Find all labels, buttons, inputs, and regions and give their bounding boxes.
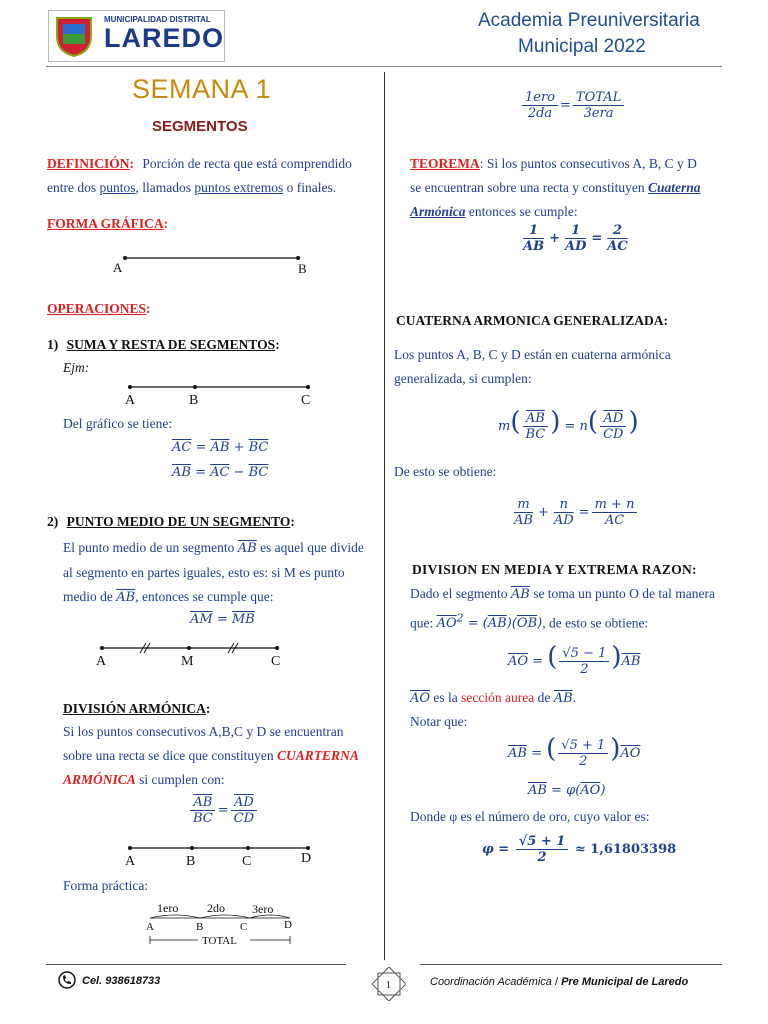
definition-label: DEFINICIÓN [47,156,130,171]
fp-total: TOTAL [202,935,237,947]
ratio-2da: 2da [527,106,553,121]
donde-phi-text: Donde φ es el número de oro, cuyo valor es: [410,809,650,824]
seccion-text-c: de [534,690,554,705]
dm-text-2b: , de esto se obtiene: [542,615,649,631]
segment-abc-figure [120,379,320,409]
footer-rule-right [420,964,722,965]
definition-puntos: puntos [99,180,136,195]
column-divider [384,72,385,960]
cag-heading: CUATERNA ARMONICA GENERALIZADA: [396,313,669,328]
punto-medio-paragraph: El punto medio de un segmento $\overline{AB}$ es aquel que divide al segmento en partes iguales, esto es: si M es punto medio de $\overline{AB}$, entonces se cumple que: [63,540,364,605]
op2-title: PUNTO MEDIO DE UN SEGMENTO [66,514,291,529]
definition-text-1: Porción de recta que está comprendido [142,156,352,171]
definition-text-2c: o finales. [283,180,337,195]
teorema-armonica: Armónica [410,204,466,219]
municipal-logo [48,10,225,62]
da-armonica: ARMÓNICA [63,772,136,787]
page-number: 1 [386,980,391,991]
week-title: SEMANA 1 [132,74,272,104]
da-point-b: B [186,854,196,869]
pm-point-c: C [271,654,281,669]
topic-title: SEGMENTOS [152,118,248,135]
footer-separator: / [551,976,562,988]
ratio-3era: 3era [583,106,614,121]
footer-coord-text: Coordinación Académica [430,976,552,988]
harmonic-sum-equation: $\frac{1}{AB}$ + $\frac{1}{AD}$ = $\frac{2}{AC}$ [523,223,628,254]
cag-text-2: generalizada, si cumplen: [394,371,532,386]
academy-title-line2: Municipal 2022 [518,36,646,57]
fp-point-a: A [146,921,154,933]
teorema-label: TEOREMA [410,156,480,171]
dm-text-1b: se toma un punto O de tal manera [529,586,716,601]
footer-pre-text: Pre Municipal de Laredo [561,976,689,988]
ejm-text: Ejm [63,360,85,375]
da-text-3b: si cumplen con: [135,772,225,787]
forma-practica-label: Forma práctica: [63,878,149,893]
pm-point-a: A [96,654,107,669]
teorema-text-3b: entonces se cumple: [465,204,578,219]
dm-text-2a: que: [410,615,437,631]
dm-text-1a: Dado el segmento [410,586,511,601]
definition-text-2a: entre dos [47,180,100,195]
da-text-2a: sobre una recta se dice que constituyen [63,748,278,763]
pm-text-2: al segmento en partes iguales, esto es: si M es punto [63,565,345,580]
operaciones-label: OPERACIONES [47,301,147,316]
suma-point-b: B [189,393,199,408]
op1-heading: 1) SUMA Y RESTA DE SEGMENTOS: [47,337,280,352]
pm-text-3b: , entonces se cumple que: [135,589,274,604]
ao-golden-equation: $\overline{AO}$ = ( $\frac{√5 - 1}{2}$ )$\overline{AB}$ [508,642,641,677]
harmonic-ratio-equation: $\frac{\overline{AB}}{BC}$ = $\frac{\overline{AD}}{CD}$ [188,795,259,826]
pm-point-m: M [181,654,194,669]
sum-equation-1: $\overline{AC} = \overline{AB} + \overline{BC}$ [172,440,269,455]
fp-point-d: D [284,919,292,931]
fp-3ero: 3ero [252,902,274,916]
coat-of-arms-icon [53,14,95,58]
del-grafico-text: Del gráfico se tiene: [63,416,173,431]
op2-heading: 2) PUNTO MEDIO DE UN SEGMENTO: [47,514,295,529]
cag-paragraph [394,343,724,391]
definition-text-2b: , llamados [135,180,195,195]
division-armonica-paragraph [63,720,377,792]
fp-2do: 2do [207,901,225,915]
seccion-aurea-line: $\overline{AO}$ es la sección aurea de $\overline{AB}$. [410,690,577,706]
division-armonica-heading: DIVISIÓN ARMÓNICA: [63,701,211,716]
notar-que-text: Notar que: [410,714,468,729]
seccion-text-a: es la [430,690,462,705]
teorema-text-2a: se encuentran sobre una recta y constituyen [410,180,649,195]
ejemplo-label: Ejm: [63,360,90,375]
se-obtiene-text: De esto se obtiene: [394,464,497,479]
midpoint-figure [92,638,292,672]
da-cuarterna: CUARTERNA [277,748,359,763]
forma-practica-ratio: $\frac{\text{1ero}}{2da}$ = $\frac{\text{TOTAL}}{\text{3era}}$ [520,90,626,121]
division-armonica-title: DIVISIÓN ARMÓNICA [63,701,206,716]
footer-rule-left [46,964,346,965]
footer-coordination [430,976,688,988]
op1-number: 1) [47,337,59,352]
footer-phone: Cel. 938618733 [82,975,161,987]
ab-golden-equation: $\overline{AB}$ = ( $\frac{√5 + 1}{2}$ )$\overline{AO}$ [508,734,641,769]
page-number-badge [372,967,406,1001]
teorema-cuaterna: Cuaterna [648,180,701,195]
phi-value-equation: φ = $\frac{√5 + 1}{2}$ ≈ 1,61803398 [482,834,677,865]
da-point-d: D [301,851,312,866]
forma-point-a: A [113,260,123,275]
pm-text-3a: medio de [63,589,117,604]
definition-extremos: puntos extremos [194,180,284,195]
ab-phi-equation: $\overline{AB} = \varphi(\overline{AO})$ [528,783,606,798]
pm-text-1b: es aquel que divide [256,540,364,555]
fp-point-b: B [196,921,204,933]
da-point-a: A [125,854,136,869]
suma-point-a: A [125,393,136,408]
ratio-1ero: 1ero [522,90,558,106]
cag-equation: m( $\frac{\overline{AB}}{BC}$ ) = n( $\frac{\overline{AD}}{CD}$ ) [498,407,639,442]
logo-big-text: LAREDO [104,23,224,53]
forma-grafica-heading: FORMA GRÁFICA: [47,216,169,231]
forma-point-b: B [298,261,307,276]
dmer-paragraph: Dado el segmento $\overline{AB}$ se toma un punto O de tal manera que: $\overline{AO}^2 = (\overline{AB})(\overline{OB})$, de esto se obtiene: [410,586,716,632]
fp-point-c: C [240,921,248,933]
definition-paragraph: DEFINICIÓN: Porción de recta que está comprendido entre dos puntos, llamados puntos extremos o finales. [47,156,352,195]
harmonic-points-figure [120,840,330,872]
phone-icon [57,970,77,990]
pm-text-1a: El punto medio de un segmento [63,540,238,555]
teorema-paragraph [410,152,725,224]
da-text-1: Si los puntos consecutivos A,B,C y D se encuentran [63,724,344,739]
suma-point-c: C [301,393,311,408]
op1-title: SUMA Y RESTA DE SEGMENTOS [66,337,276,352]
phi-value: ≈ 1,61803398 [574,842,677,857]
header-rule [46,66,722,67]
operaciones-heading: OPERACIONES: [47,301,151,316]
ratio-total: TOTAL [573,90,624,106]
sum-equation-2: $\overline{AB} = \overline{AC} - \overline{BC}$ [172,465,269,480]
fp-1ero: 1ero [157,901,179,915]
cag-text-1: Los puntos A, B, C y D están en cuaterna armónica [394,347,671,362]
midpoint-equation: $\overline{AM} = \overline{MB}$ [190,612,255,627]
segment-ab-figure [110,250,320,280]
forma-practica-figure [140,900,300,950]
teorema-text-1: : Si los puntos consecutivos A, B, C y D [479,156,697,171]
dmer-heading: DIVISION EN MEDIA Y EXTREMA RAZON: [412,562,697,577]
academy-title-line1: Academia Preuniversitaria [478,10,700,31]
da-point-c: C [242,854,252,869]
op2-number: 2) [47,514,59,529]
forma-grafica-label: FORMA GRÁFICA [47,216,164,231]
logo-small-text: MUNICIPALIDAD DISTRITAL [104,15,211,24]
cag-result-equation: $\frac{m}{AB}$ + $\frac{n}{AD}$ = $\frac{m + n}{AC}$ [509,497,639,528]
seccion-aurea: sección aurea [461,690,535,705]
